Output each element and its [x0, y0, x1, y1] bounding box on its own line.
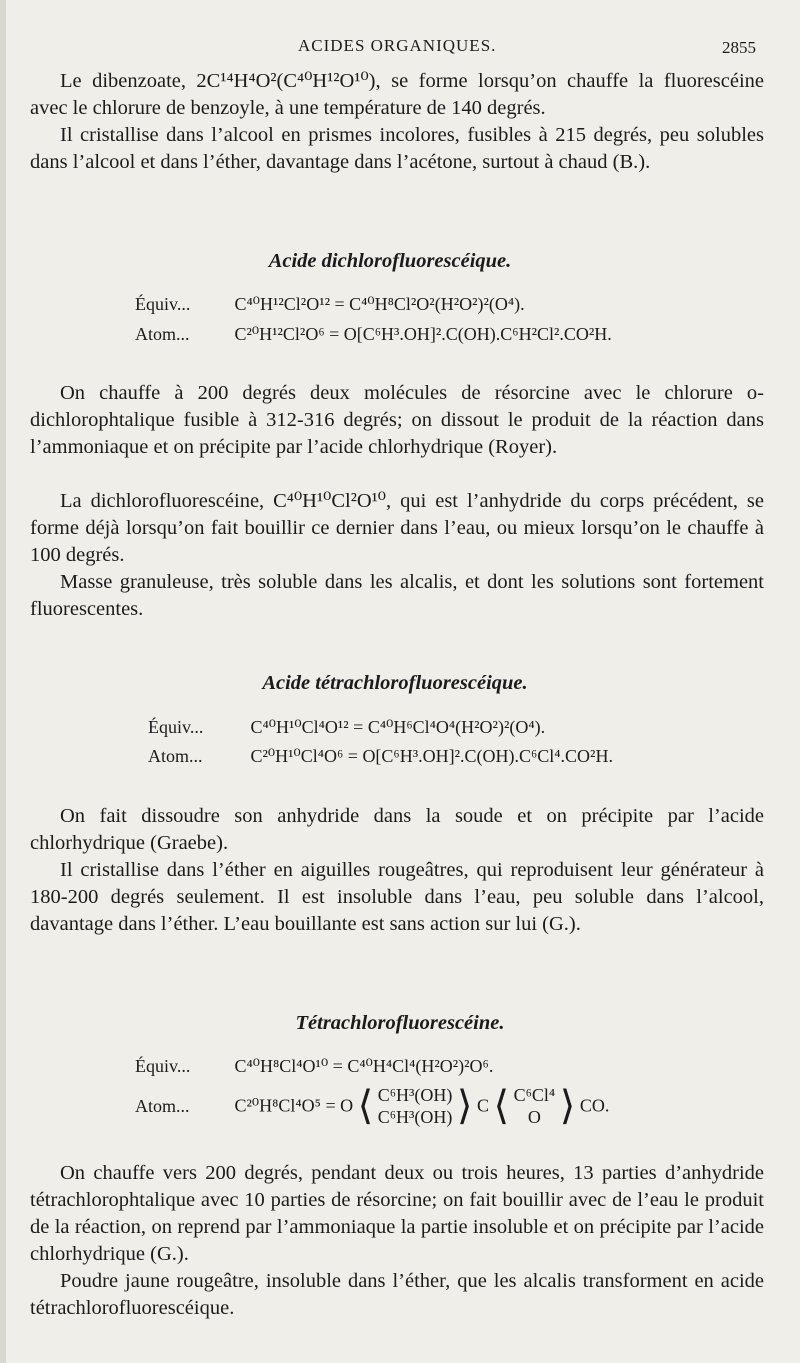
formula-stack-bottom: O	[527, 1107, 541, 1127]
paragraph-dibenzoate: Le dibenzoate, 2C¹⁴H⁴O²(C⁴⁰H¹²O¹⁰), se forme lorsqu’on chauffe la fluorescéine avec le chlorure de benzoyle, à une température de 140 degrés.	[30, 70, 764, 119]
equation-atom-2	[148, 746, 613, 767]
section-title-tetrachlorofluoresceique: Acide tétrachlorofluorescéique.	[262, 672, 528, 694]
equation-label: Équiv...	[135, 294, 191, 314]
equation-label: Équiv...	[135, 1056, 191, 1076]
equation-equiv-3	[135, 1056, 493, 1077]
page-header	[0, 36, 800, 62]
formula-end: CO.	[579, 1095, 610, 1116]
equation-formula: C⁴⁰H¹²Cl²O¹² = C⁴⁰H⁸Cl²O²(H²O²)²(O⁴).	[234, 294, 525, 314]
section-title-dichlorofluoresceique: Acide dichlorofluorescéique.	[268, 250, 512, 272]
equation-atom-3	[135, 1084, 609, 1134]
paragraph-preparation-dichloro: On chauffe à 200 degrés deux molécules de résorcine avec le chlorure o-dichlorophtalique fusible à 312-316 degrés; on dissout le produit de la réaction dans l’ammoniaque et on précipite par l’acide chlorhydrique (Royer).	[30, 382, 764, 458]
close-angle-bracket: ⟩	[559, 1083, 576, 1128]
paragraph-tetrachloro-preparation: On chauffe vers 200 degrés, pendant deux ou trois heures, 13 parties d’anhydride tétrachlorophtalique avec 10 parties de résorcine; on fait bouillir avec de l’eau le produit de la réaction, on reprend par l’ammoniaque la partie insoluble et on précipite par l’acide chlorhydrique (G.).	[30, 1162, 764, 1265]
equation-atom-1	[135, 324, 612, 345]
formula-stack-phthalic	[514, 1084, 556, 1128]
equation-formula: C⁴⁰H⁸Cl⁴O¹⁰ = C⁴⁰H⁴Cl⁴(H²O²)²O⁶.	[234, 1056, 494, 1076]
equation-formula-left: C²⁰H⁸Cl⁴O⁵ = O	[234, 1095, 354, 1116]
open-angle-bracket: ⟨	[493, 1083, 510, 1128]
paragraph-yellow-powder: Poudre jaune rougeâtre, insoluble dans l’éther, que les alcalis transforment en acide tétrachlorofluorescéique.	[30, 1270, 764, 1319]
formula-stack-top: C⁶Cl⁴	[513, 1085, 556, 1105]
paragraph-dibenzoate-properties: Il cristallise dans l’alcool en prismes incolores, fusibles à 215 degrés, peu solubles dans l’alcool et dans l’éther, davantage dans l’acétone, surtout à chaud (B.).	[30, 124, 764, 173]
equation-equiv-1	[135, 294, 525, 315]
paragraph-dissolution: On fait dissoudre son anhydride dans la soude et on précipite par l’acide chlorhydrique (Graebe).	[30, 805, 764, 854]
equation-label: Atom...	[135, 324, 190, 344]
section-title-tetrachlorofluoresceine: Tétrachlorofluorescéine.	[295, 1012, 505, 1034]
equation-equiv-2	[148, 717, 545, 738]
equation-label: Équiv...	[148, 717, 204, 737]
paragraph-granular-mass: Masse granuleuse, très soluble dans les alcalis, et dont les solutions sont fortement fluorescentes.	[30, 571, 764, 620]
close-angle-bracket: ⟩	[456, 1083, 473, 1128]
running-title: ACIDES ORGANIQUES.	[298, 36, 497, 55]
open-angle-bracket: ⟨	[357, 1083, 374, 1128]
equation-formula: C⁴⁰H¹⁰Cl⁴O¹² = C⁴⁰H⁶Cl⁴O⁴(H²O²)²(O⁴).	[250, 717, 546, 737]
equation-label: Atom...	[148, 746, 203, 766]
formula-carbon: C	[477, 1095, 490, 1116]
paragraph-dichlorofluoresceine: La dichlorofluorescéine, C⁴⁰H¹⁰Cl²O¹⁰, qui est l’anhydride du corps précédent, se forme déjà lorsqu’on fait bouillir ce dernier dans l’eau, ou mieux lorsqu’on le chauffe à 100 degrés.	[30, 490, 764, 566]
formula-stack-bottom: C⁶H³(OH)	[377, 1107, 453, 1127]
equation-label: Atom...	[135, 1095, 190, 1116]
paragraph-crystallization: Il cristallise dans l’éther en aiguilles rougeâtres, qui reproduisent leur générateur à 180-200 degrés seulement. Il est insoluble dans l’eau, peu soluble dans l’alcool, davantage dans l’éther. L’eau bouillante est sans action sur lui (G.).	[30, 859, 764, 935]
formula-stack-resorcinol	[378, 1084, 453, 1128]
page-number: 2855	[722, 38, 756, 57]
formula-stack-top: C⁶H³(OH)	[377, 1085, 453, 1105]
equation-formula: C²⁰H¹²Cl²O⁶ = O[C⁶H³.OH]².C(OH).C⁶H²Cl².CO²H.	[234, 324, 612, 344]
equation-formula: C²⁰H¹⁰Cl⁴O⁶ = O[C⁶H³.OH]².C(OH).C⁶Cl⁴.CO²H.	[250, 746, 613, 766]
